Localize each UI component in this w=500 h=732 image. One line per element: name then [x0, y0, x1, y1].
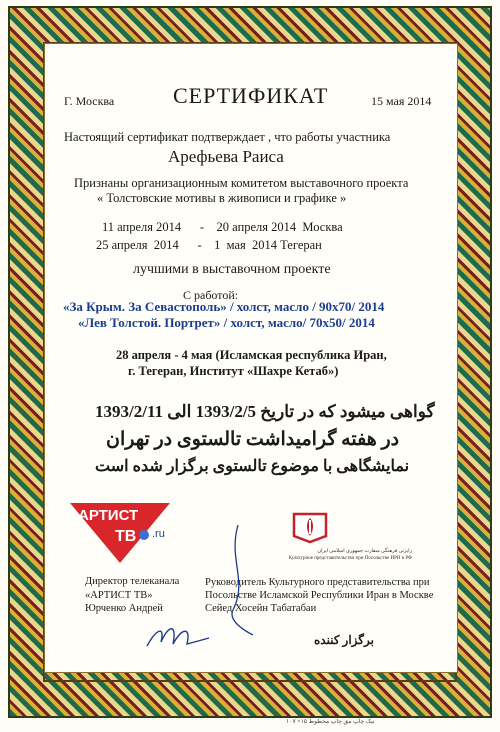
work-item-2: «Лев Толстой. Портрет» / холст, масло/ 70х50/ 2014: [78, 315, 375, 330]
director-name: Юрченко Андрей: [85, 603, 163, 614]
intro-text: Настоящий сертификат подтверждает , что работы участника: [64, 130, 391, 144]
period-moscow: 11 апреля 2014 - 20 апреля 2014 Москва: [102, 220, 343, 234]
head-name: Сейед Хосейн Табатабаи: [205, 603, 317, 614]
recognition-line-1: Признаны организационным комитетом выставочного проекта: [74, 176, 409, 190]
head-title-line-1: Руководитель Культурного представительства при: [205, 577, 430, 588]
best-text: лучшими в выставочном проекте: [133, 262, 331, 277]
iran-exhibition-line-2: г. Тегеран, Институт «Шахре Кетаб»): [128, 364, 339, 378]
director-signature: [143, 618, 213, 654]
participant-name: Арефьева Раиса: [168, 147, 284, 166]
work-item-1: «За Крым. За Севастополь» / холст, масло / 90х70/ 2014: [63, 299, 385, 314]
logo-suffix: .ru: [152, 528, 165, 540]
printer-mark: نیک چاپ مق چاپ مخطوط ۱۵× ۱۰۷: [286, 719, 375, 725]
period-tehran: 25 апреля 2014 - 1 мая 2014 Тегеран: [96, 238, 322, 252]
persian-line-1: گواهی میشود که در تاریخ 1393/2/5 الی 1393/2/11: [95, 402, 435, 421]
works-heading: С работой:: [183, 288, 239, 302]
city: Г. Москва: [64, 94, 115, 108]
artist-tv-logo: [70, 503, 190, 565]
organizer-label: برگزار کننده: [314, 633, 374, 647]
director-title: Директор телеканала: [85, 576, 180, 587]
emblem-caption: [262, 548, 412, 568]
certificate-title: СЕРТИФИКАТ: [173, 83, 329, 108]
issue-date: 15 мая 2014: [371, 94, 432, 108]
iran-emblem-icon: [290, 508, 330, 544]
emblem-caption-ru: Культурное представительство при Посольстве ИРИ в РФ: [288, 556, 412, 561]
iran-exhibition-line-1: 28 апреля - 4 мая (Исламская республика Иран,: [116, 348, 387, 362]
logo-word-tv: ТВ: [115, 528, 137, 545]
head-signature: [208, 520, 268, 640]
logo-word-artist: АРТИСТ: [78, 507, 139, 524]
director-channel: «АРТИСТ ТВ»: [85, 590, 153, 601]
persian-line-2: در هفته گرامیداشت تالستوی در تهران: [106, 429, 400, 450]
project-name: « Толстовские мотивы в живописи и графике »: [97, 191, 347, 205]
persian-line-3: نمایشگاهی با موضوع تالستوی برگزار شده است: [95, 458, 410, 475]
head-title-line-2: Посольстве Исламской Республики Иран в Москве: [205, 590, 434, 601]
emblem-caption-fa: رایزنی فرهنگی سفارت جمهوری اسلامی ایران: [317, 549, 412, 554]
